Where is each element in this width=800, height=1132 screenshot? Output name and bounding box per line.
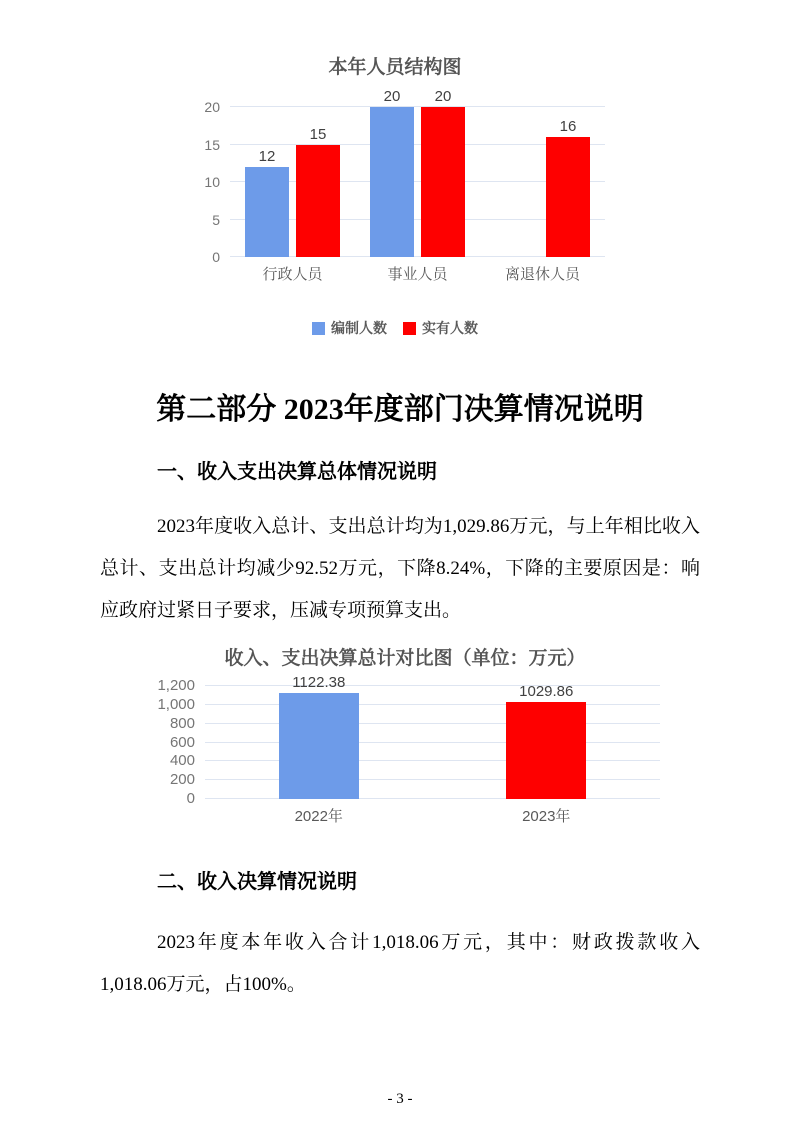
chart-title: 收入、支出决算总计对比图（单位：万元） — [224, 648, 586, 669]
bar-groups — [205, 674, 660, 799]
y-tick-label: 200 — [169, 771, 195, 789]
bar — [421, 88, 465, 257]
legend-item — [403, 318, 478, 338]
bar — [245, 148, 289, 257]
x-category-label: 行政人员 — [262, 266, 323, 283]
bar-groups — [230, 88, 605, 257]
y-axis — [150, 677, 205, 807]
x-category-label: 2022年 — [294, 808, 343, 825]
budget-comparison-chart — [150, 646, 660, 826]
chart-legend — [185, 318, 605, 338]
page-number: - 3 - — [387, 1091, 413, 1107]
legend-label: 实有人数 — [422, 320, 478, 336]
y-axis — [185, 99, 230, 265]
y-tick-label: 5 — [212, 211, 220, 228]
y-tick-label: 1,000 — [157, 695, 195, 713]
bar-value-label: 1122.38 — [292, 674, 346, 692]
bar-value-label: 20 — [383, 88, 401, 105]
bar-group — [480, 107, 605, 257]
bar-value-label: 12 — [258, 148, 276, 165]
paragraph-2: 2023年度本年收入合计1,018.06万元，其中：财政拨款收入1,018.06万元，占100%。 — [100, 932, 700, 995]
section-heading-1: 一、收入支出决算总体情况说明 — [157, 461, 437, 483]
paragraph-1: 2023年度收入总计、支出总计均为1,029.86万元，与上年相比收入总计、支出总计均减少92.52万元，下降8.24%，下降的主要原因是：响应政府过紧日子要求，压减专项预算支出。 — [100, 516, 700, 621]
bar — [546, 118, 590, 257]
bar — [370, 88, 414, 257]
y-tick-label: 400 — [169, 752, 195, 770]
y-tick-label: 800 — [169, 714, 195, 732]
chart-body — [150, 674, 660, 807]
chart-body — [185, 88, 605, 265]
bar-group — [205, 674, 433, 799]
bar-value-label: 1029.86 — [519, 683, 574, 701]
y-tick-label: 10 — [204, 174, 220, 190]
y-tick-label: 1,200 — [157, 677, 195, 694]
y-tick-label: 0 — [186, 790, 195, 807]
bar-value-label: 15 — [309, 125, 327, 143]
bar-group — [355, 88, 480, 257]
section-heading-2: 二、收入决算情况说明 — [157, 871, 357, 893]
part-title: 第二部分 2023年度部门决算情况说明 — [156, 393, 644, 426]
legend-swatch-icon — [403, 322, 416, 335]
plot-area — [205, 674, 660, 799]
bar — [506, 683, 586, 799]
bar — [279, 674, 359, 799]
plot-area — [230, 88, 605, 257]
x-category-label: 2023年 — [522, 808, 571, 825]
bar-value-label: 16 — [559, 118, 577, 135]
bar-group — [230, 107, 355, 257]
bar — [296, 125, 340, 258]
x-category-label: 离退休人员 — [504, 266, 580, 283]
y-tick-label: 20 — [204, 99, 220, 115]
bar-value-label: 20 — [434, 88, 452, 105]
page-content — [0, 55, 800, 1006]
legend-item — [312, 318, 387, 338]
legend-label: 编制人数 — [331, 320, 387, 336]
legend-swatch-icon — [312, 322, 325, 335]
y-tick-label: 0 — [212, 249, 220, 265]
x-axis-labels — [230, 263, 605, 284]
personnel-structure-chart — [185, 55, 605, 338]
y-tick-label: 600 — [169, 733, 195, 751]
y-tick-label: 15 — [204, 136, 220, 153]
x-axis-labels — [205, 805, 660, 826]
x-category-label: 事业人员 — [387, 266, 448, 283]
bar-group — [433, 683, 661, 799]
chart-title: 本年人员结构图 — [328, 57, 462, 78]
